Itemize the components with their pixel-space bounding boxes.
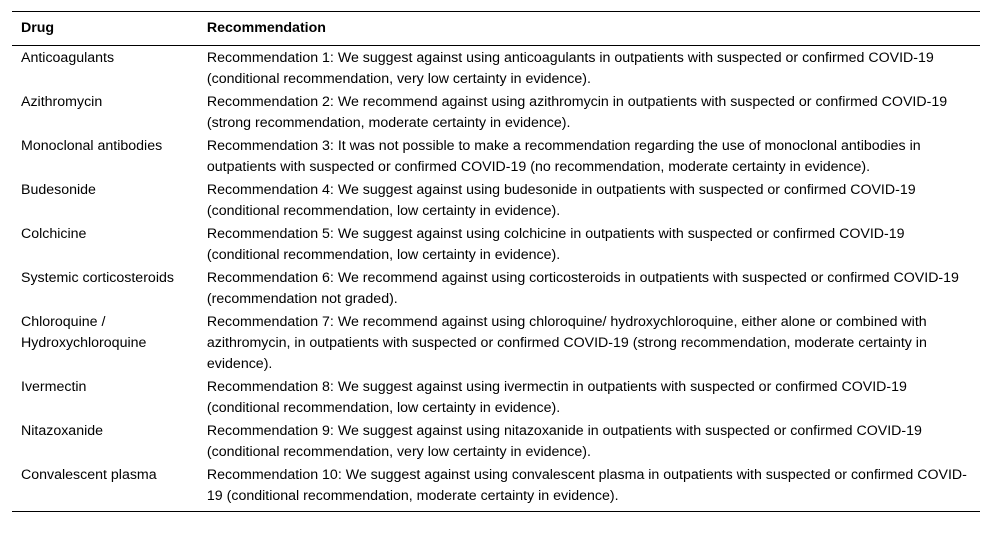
- drug-cell: Ivermectin: [21, 379, 87, 395]
- recommendation-cell: Recommendation 5: We suggest against using colchicine in outpatients with suspected or confirmed COVID-19 (conditional recommendation, low certainty in evidence).: [206, 226, 905, 263]
- drug-cell: Anticoagulants: [21, 50, 115, 66]
- header-recommendation: Recommendation: [206, 20, 326, 36]
- table-row: [12, 46, 980, 92]
- table-header: [12, 12, 980, 46]
- recommendation-cell: Recommendation 8: We suggest against using ivermectin in outpatients with suspected or confirmed COVID-19 (conditional recommendation, low certainty in evidence).: [206, 379, 907, 416]
- header-drug: Drug: [21, 20, 55, 36]
- recommendation-cell: Recommendation 9: We suggest against using nitazoxanide in outpatients with suspected or confirmed COVID-19 (conditional recommendation, very low certainty in evidence).: [206, 423, 922, 460]
- table-row: [12, 267, 980, 311]
- drug-cell: Convalescent plasma: [21, 467, 157, 483]
- drug-cell: Nitazoxanide: [21, 423, 104, 439]
- drug-cell: Chloroquine / Hydroxychloroquine: [21, 314, 147, 351]
- drug-cell: Colchicine: [21, 226, 87, 242]
- recommendation-cell: Recommendation 10: We suggest against using convalescent plasma in outpatients with suspected or confirmed COVID-19 (conditional recommendation, moderate certainty in evidence).: [206, 467, 967, 504]
- recommendation-cell: Recommendation 3: It was not possible to make a recommendation regarding the use of monoclonal antibodies in outpatients with suspected or confirmed COVID-19 (no recommendation, moderate certainty in evidence).: [206, 138, 921, 175]
- recommendation-cell: Recommendation 4: We suggest against using budesonide in outpatients with suspected or confirmed COVID-19 (conditional recommendation, low certainty in evidence).: [206, 182, 916, 219]
- recommendation-cell: Recommendation 6: We recommend against using corticosteroids in outpatients with suspected or confirmed COVID-19 (recommendation not graded).: [206, 270, 959, 307]
- recommendation-cell: Recommendation 1: We suggest against using anticoagulants in outpatients with suspected or confirmed COVID-19 (conditional recommendation, very low certainty in evidence).: [206, 50, 934, 87]
- table-row: [12, 420, 980, 464]
- table-row: [12, 311, 980, 376]
- drug-cell: Systemic corticosteroids: [21, 270, 174, 286]
- drug-cell: Budesonide: [21, 182, 96, 198]
- recommendations-table: [12, 11, 980, 512]
- table-row: [12, 223, 980, 267]
- table-body: [12, 46, 980, 512]
- drug-cell: Azithromycin: [21, 94, 103, 110]
- recommendations-table-container: [12, 11, 980, 512]
- table-row: [12, 135, 980, 179]
- table-row: [12, 376, 980, 420]
- recommendation-cell: Recommendation 2: We recommend against using azithromycin in outpatients with suspected or confirmed COVID-19 (strong recommendation, moderate certainty in evidence).: [206, 94, 948, 131]
- header-row: [12, 12, 980, 46]
- table-row: [12, 91, 980, 135]
- drug-cell: Monoclonal antibodies: [21, 138, 163, 154]
- table-row: [12, 464, 980, 512]
- table-row: [12, 179, 980, 223]
- recommendation-cell: Recommendation 7: We recommend against using chloroquine/ hydroxychloroquine, either alone or combined with azithromycin, in outpatients with suspected or confirmed COVID-19 (strong recommendation, moderate certainty in evidence).: [206, 314, 927, 372]
